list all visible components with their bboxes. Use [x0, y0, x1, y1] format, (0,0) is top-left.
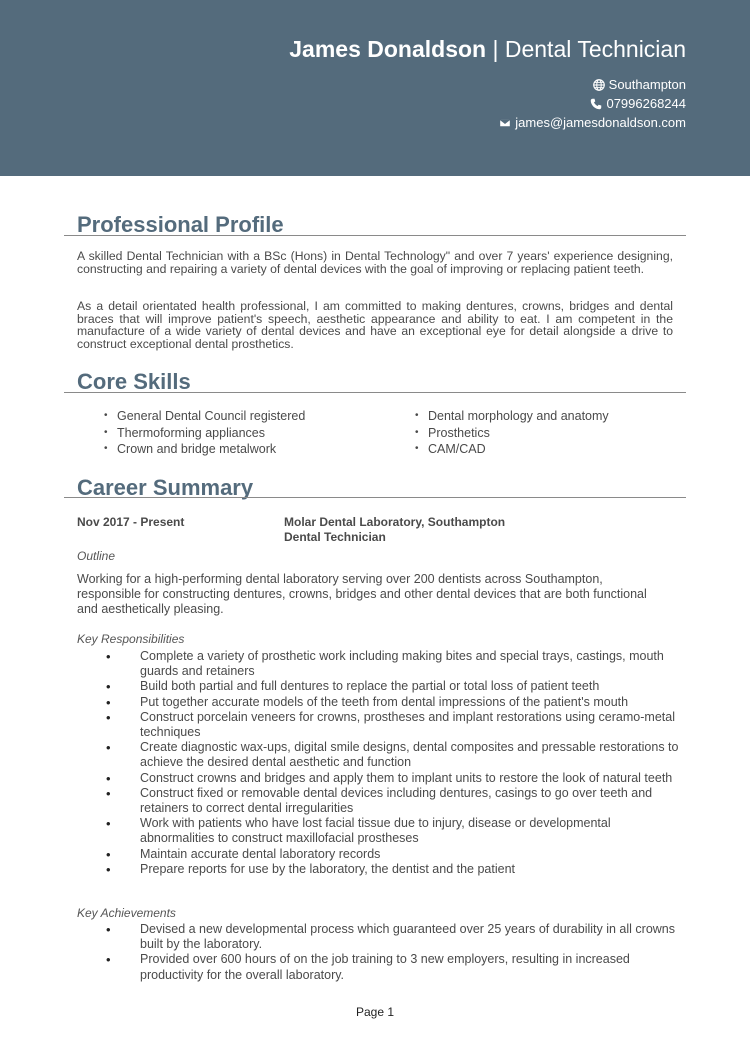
- list-item: • Complete a variety of prosthetic work including making bites and special trays, castings, mouth guards and retainers: [140, 649, 680, 679]
- outline-label: Outline: [77, 549, 116, 563]
- skill-item: • Thermoforming appliances: [104, 425, 305, 442]
- skill-item: • Dental morphology and anatomy: [415, 408, 609, 425]
- job-employer: Molar Dental Laboratory, Southampton: [284, 515, 506, 529]
- list-item: • Construct crowns and bridges and apply them to implant units to restore the look of natural teeth: [140, 771, 680, 786]
- phone-text: 07996268244: [606, 96, 686, 111]
- list-item: • Prepare reports for use by the laboratory, the dentist and the patient: [140, 862, 680, 877]
- location-text: Southampton: [608, 77, 686, 92]
- responsibilities-label: Key Responsibilities: [77, 632, 185, 646]
- profile-heading: Professional Profile: [77, 212, 284, 237]
- list-item: • Maintain accurate dental laboratory records: [140, 847, 680, 862]
- achievements-label: Key Achievements: [77, 906, 176, 920]
- list-item: • Put together accurate models of the teeth from dental impressions of the patient's mouth: [140, 695, 680, 710]
- outline-text: Working for a high-performing dental laboratory serving over 200 dentists across Southampton, responsible for constructing dentures, crowns, bridges and other dental devices that are both functional and aesthetically pleasing.: [77, 572, 647, 617]
- responsibilities-list: [140, 649, 680, 877]
- skills-list-left: [104, 408, 305, 458]
- header-banner: [0, 0, 750, 176]
- skills-heading: Core Skills: [77, 369, 191, 394]
- job-title: Dental Technician: [284, 530, 386, 544]
- profile-paragraph-1: A skilled Dental Technician with a BSc (Hons) in Dental Technology" and over 7 years' experience designing, constructing and repairing a variety of dental devices with the goal of improving or replacing patient teeth.: [77, 249, 673, 276]
- title-separator: |: [486, 36, 505, 62]
- email-text[interactable]: james@jamesdonaldson.com: [515, 115, 686, 130]
- list-item: • Work with patients who have lost facial tissue due to injury, disease or developmental abnormalities to construct maxillofacial prostheses: [140, 816, 680, 846]
- profile-divider: [64, 235, 686, 236]
- page-number: Page 1: [355, 1005, 395, 1019]
- achievements-list: [140, 922, 680, 983]
- contact-phone: [590, 95, 686, 113]
- list-item: • Create diagnostic wax-ups, digital smile designs, dental composites and pressable restorations to achieve the desired dental aesthetic and function: [140, 740, 680, 770]
- career-divider: [64, 497, 686, 498]
- skill-item: • Prosthetics: [415, 425, 609, 442]
- career-heading: Career Summary: [77, 475, 254, 500]
- candidate-name: James Donaldson: [289, 36, 487, 62]
- list-item: • Provided over 600 hours of on the job training to 3 new employers, resulting in increased productivity for the overall laboratory.: [140, 952, 680, 982]
- globe-icon: [593, 79, 605, 91]
- contact-email: [499, 114, 686, 132]
- skill-item: • CAM/CAD: [415, 441, 609, 458]
- list-item: • Devised a new developmental process which guaranteed over 25 years of durability in all crowns built by the laboratory.: [140, 922, 680, 952]
- list-item: • Build both partial and full dentures to replace the partial or total loss of patient teeth: [140, 679, 680, 694]
- skill-item: • General Dental Council registered: [104, 408, 305, 425]
- job-dates: Nov 2017 - Present: [77, 515, 185, 529]
- candidate-role: Dental Technician: [504, 36, 686, 62]
- contact-location: [593, 76, 686, 94]
- profile-paragraph-2: As a detail orientated health professional, I am committed to making dentures, crowns, bridges and dental braces that will improve patient's speech, aesthetic appearance and ability to eat. I am competent in the manufacture of a wide variety of dental devices and have an exceptional eye for detail alongside a drive to construct exceptional dental prosthetics.: [77, 299, 673, 351]
- skills-list-right: [415, 408, 609, 458]
- skill-item: • Crown and bridge metalwork: [104, 441, 305, 458]
- job-employer-block: [284, 515, 505, 545]
- page-title: [289, 34, 686, 64]
- skills-divider: [64, 392, 686, 393]
- phone-icon: [590, 98, 602, 110]
- list-item: • Construct fixed or removable dental devices including dentures, casings to go over teeth and retainers to correct dental irregularities: [140, 786, 680, 816]
- list-item: • Construct porcelain veneers for crowns, prostheses and implant restorations using ceramo-metal techniques: [140, 710, 680, 740]
- envelope-icon: [499, 117, 511, 129]
